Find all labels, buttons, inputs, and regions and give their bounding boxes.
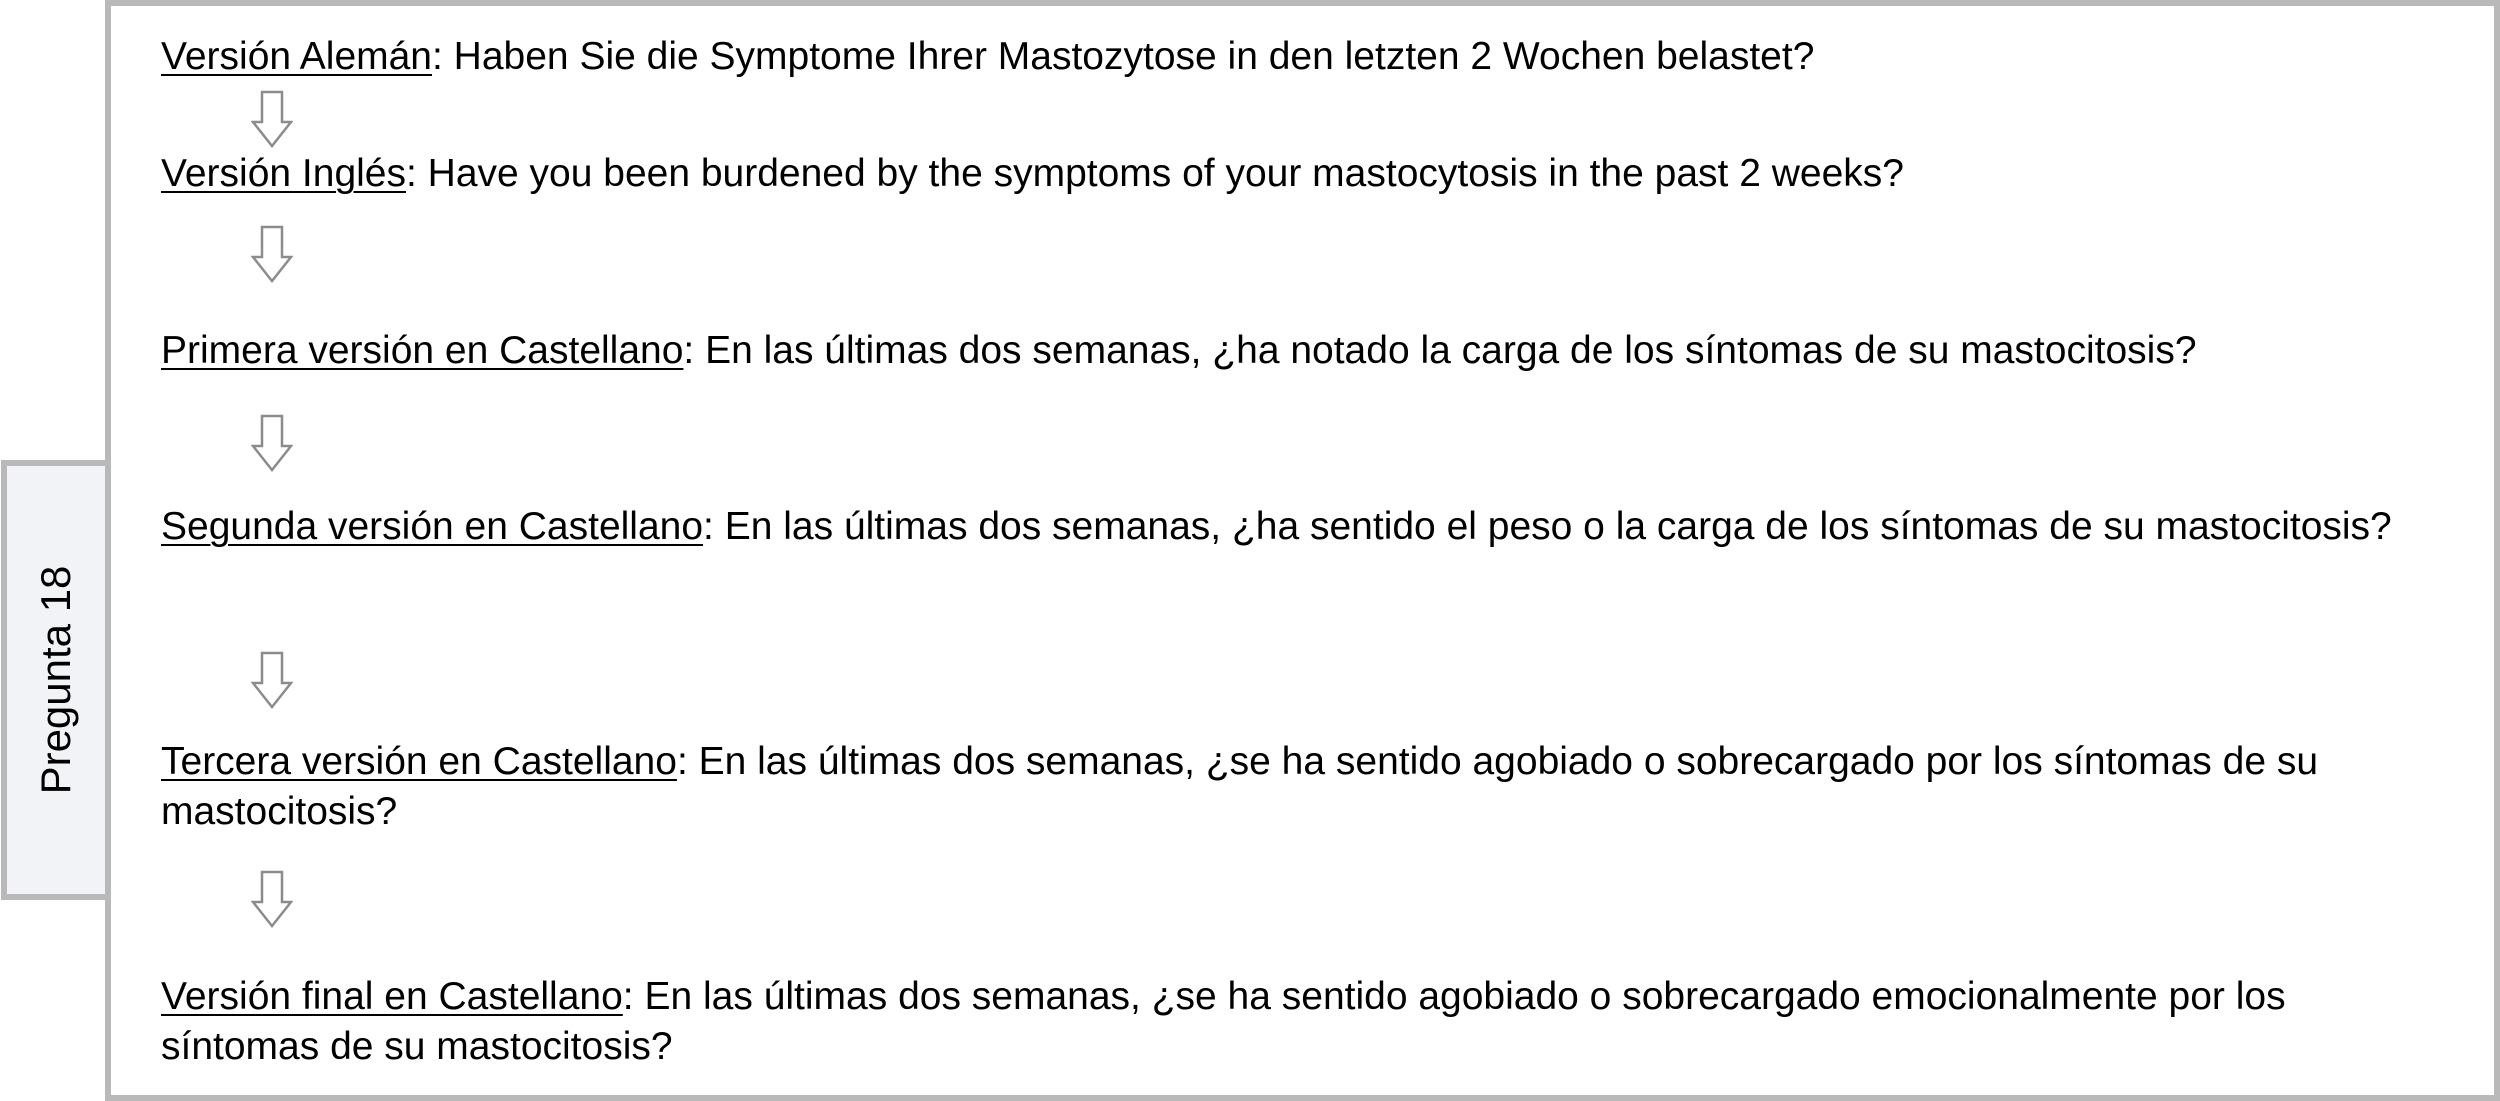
question-side-tab (1, 460, 105, 900)
step-text: : En las últimas dos semanas, ¿ha sentido el peso o la carga de los síntomas de su mastocitosis? (703, 505, 2392, 548)
step-text: : Have you been burdened by the symptoms of your mastocytosis in the past 2 weeks? (406, 152, 1904, 195)
down-arrow-icon (251, 870, 293, 928)
question-number-label: Pregunta 18 (32, 565, 79, 795)
step-label: Versión Alemán (161, 35, 433, 78)
step-english-version (161, 149, 2421, 199)
step-label: Versión Inglés (161, 152, 406, 195)
step-third-spanish-version (161, 737, 2421, 837)
translation-flow-box (105, 0, 2500, 1101)
step-final-spanish-version (161, 972, 2421, 1072)
step-label: Primera versión en Castellano (161, 329, 684, 372)
step-label: Tercera versión en Castellano (161, 740, 677, 783)
step-first-spanish-version (161, 326, 2421, 376)
step-label: Segunda versión en Castellano (161, 505, 704, 548)
down-arrow-icon (251, 225, 293, 283)
step-second-spanish-version (161, 502, 2421, 552)
step-text: : En las últimas dos semanas, ¿se ha sentido agobiado o sobrecargado por los síntomas de su mastocitosis? (161, 740, 2319, 833)
step-label: Versión final en Castellano (161, 975, 623, 1018)
step-german-version (161, 32, 2421, 82)
step-text: : En las últimas dos semanas, ¿ha notado la carga de los síntomas de su mastocitosis? (683, 329, 2197, 372)
step-text: : Haben Sie die Symptome Ihrer Mastozytose in den letzten 2 Wochen belastet? (432, 35, 1815, 78)
down-arrow-icon (251, 651, 293, 709)
step-text: : En las últimas dos semanas, ¿se ha sentido agobiado o sobrecargado emocionalmente por los síntomas de su mastocitosis? (161, 975, 2286, 1068)
down-arrow-icon (251, 90, 293, 148)
down-arrow-icon (251, 414, 293, 472)
